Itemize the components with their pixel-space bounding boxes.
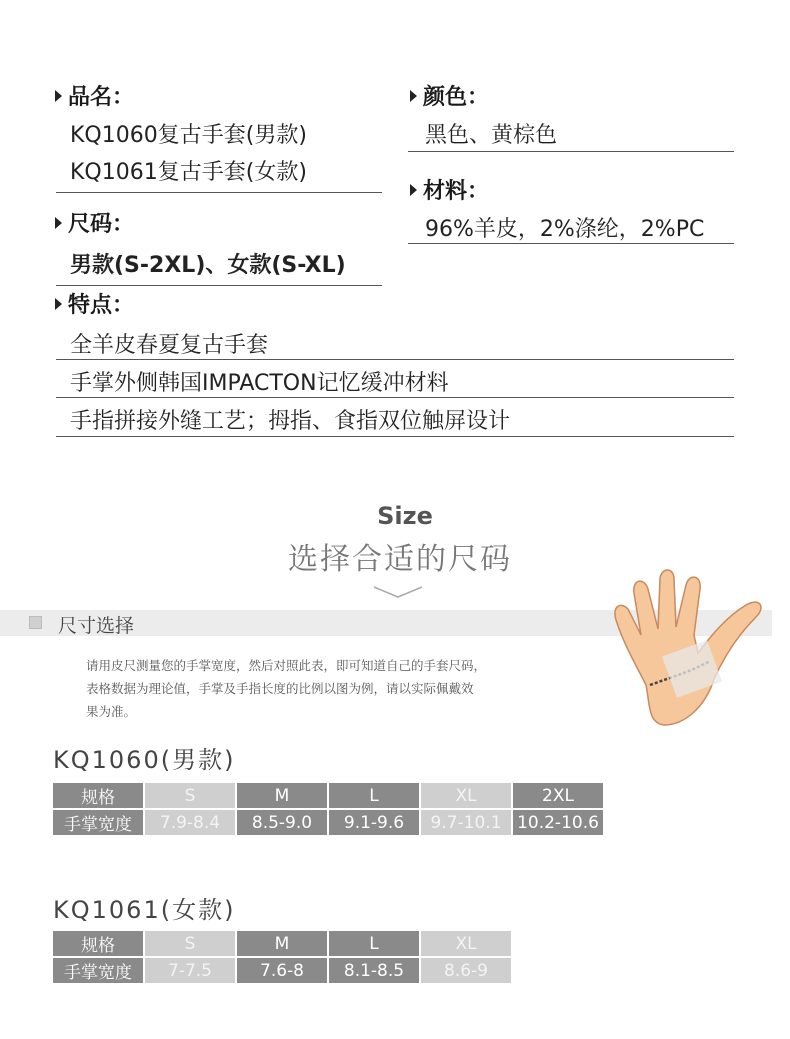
feature-item: 全羊皮春夏复古手套 (70, 333, 269, 358)
table-cell: XL (421, 783, 511, 808)
table-cell: 规格 (53, 783, 143, 808)
divider (408, 243, 734, 244)
square-icon (29, 616, 42, 629)
women-size-table (51, 929, 513, 985)
divider (56, 192, 382, 193)
table-row (53, 783, 603, 808)
bullet-triangle-icon (55, 90, 62, 102)
table-cell: 手掌宽度 (53, 958, 143, 983)
table-cell: 7-7.5 (145, 958, 235, 983)
bullet-triangle-icon (410, 184, 417, 196)
table-cell: XL (421, 931, 511, 956)
bullet-triangle-icon (55, 298, 62, 310)
hand-icon (606, 565, 766, 730)
color-label: 颜色： (410, 80, 489, 111)
size-heading: Size (377, 502, 433, 530)
divider (56, 285, 382, 286)
size-select-label: 尺寸选择 (58, 615, 135, 637)
chevron-down-icon (372, 584, 424, 600)
size-label: 尺码： (55, 207, 134, 238)
table-cell: S (145, 783, 235, 808)
product-name-value-2: KQ1061复古手套(女款) (70, 160, 307, 185)
product-name-value-1: KQ1060复古手套(男款) (70, 123, 307, 148)
size-subheading: 选择合适的尺码 (288, 542, 512, 577)
table-cell: S (145, 931, 235, 956)
men-size-table (51, 781, 605, 837)
table-cell: 9.7-10.1 (421, 810, 511, 835)
material-value: 96%羊皮，2%涤纶，2%PC (425, 217, 705, 242)
size-value: 男款(S-2XL)、女款(S-XL) (70, 253, 346, 278)
product-name-label: 品名： (55, 80, 134, 111)
men-model-title: KQ1060(男款) (53, 746, 236, 774)
women-model-title: KQ1061(女款) (53, 896, 236, 924)
table-cell: 手掌宽度 (53, 810, 143, 835)
table-row (53, 958, 511, 983)
color-value: 黑色、黄棕色 (425, 123, 558, 148)
table-cell: 8.1-8.5 (329, 958, 419, 983)
size-note: 请用皮尺测量您的手掌宽度，然后对照此表，即可知道自己的手套尺码， 表格数据为理论值，手掌及手指长度的比例以图为例，请以实际佩戴效 果为准。 (86, 658, 487, 719)
bullet-triangle-icon (55, 217, 62, 229)
table-cell: 8.5-9.0 (237, 810, 327, 835)
table-cell: 7.9-8.4 (145, 810, 235, 835)
table-cell: 10.2-10.6 (513, 810, 603, 835)
table-cell: L (329, 931, 419, 956)
table-cell: 8.6-9 (421, 958, 511, 983)
feature-item: 手掌外侧韩国IMPACTON记忆缓冲材料 (70, 371, 449, 396)
table-row (53, 931, 511, 956)
divider (56, 397, 734, 398)
table-row (53, 810, 603, 835)
table-cell: 9.1-9.6 (329, 810, 419, 835)
divider (56, 436, 734, 437)
table-cell: M (237, 783, 327, 808)
divider (408, 151, 734, 152)
material-label: 材料： (410, 174, 489, 205)
table-cell: M (237, 931, 327, 956)
table-cell: L (329, 783, 419, 808)
divider (56, 359, 734, 360)
table-cell: 2XL (513, 783, 603, 808)
table-cell: 7.6-8 (237, 958, 327, 983)
feature-label: 特点： (55, 288, 134, 319)
bullet-triangle-icon (410, 90, 417, 102)
table-cell: 规格 (53, 931, 143, 956)
feature-item: 手指拼接外缝工艺；拇指、食指双位触屏设计 (70, 409, 511, 434)
